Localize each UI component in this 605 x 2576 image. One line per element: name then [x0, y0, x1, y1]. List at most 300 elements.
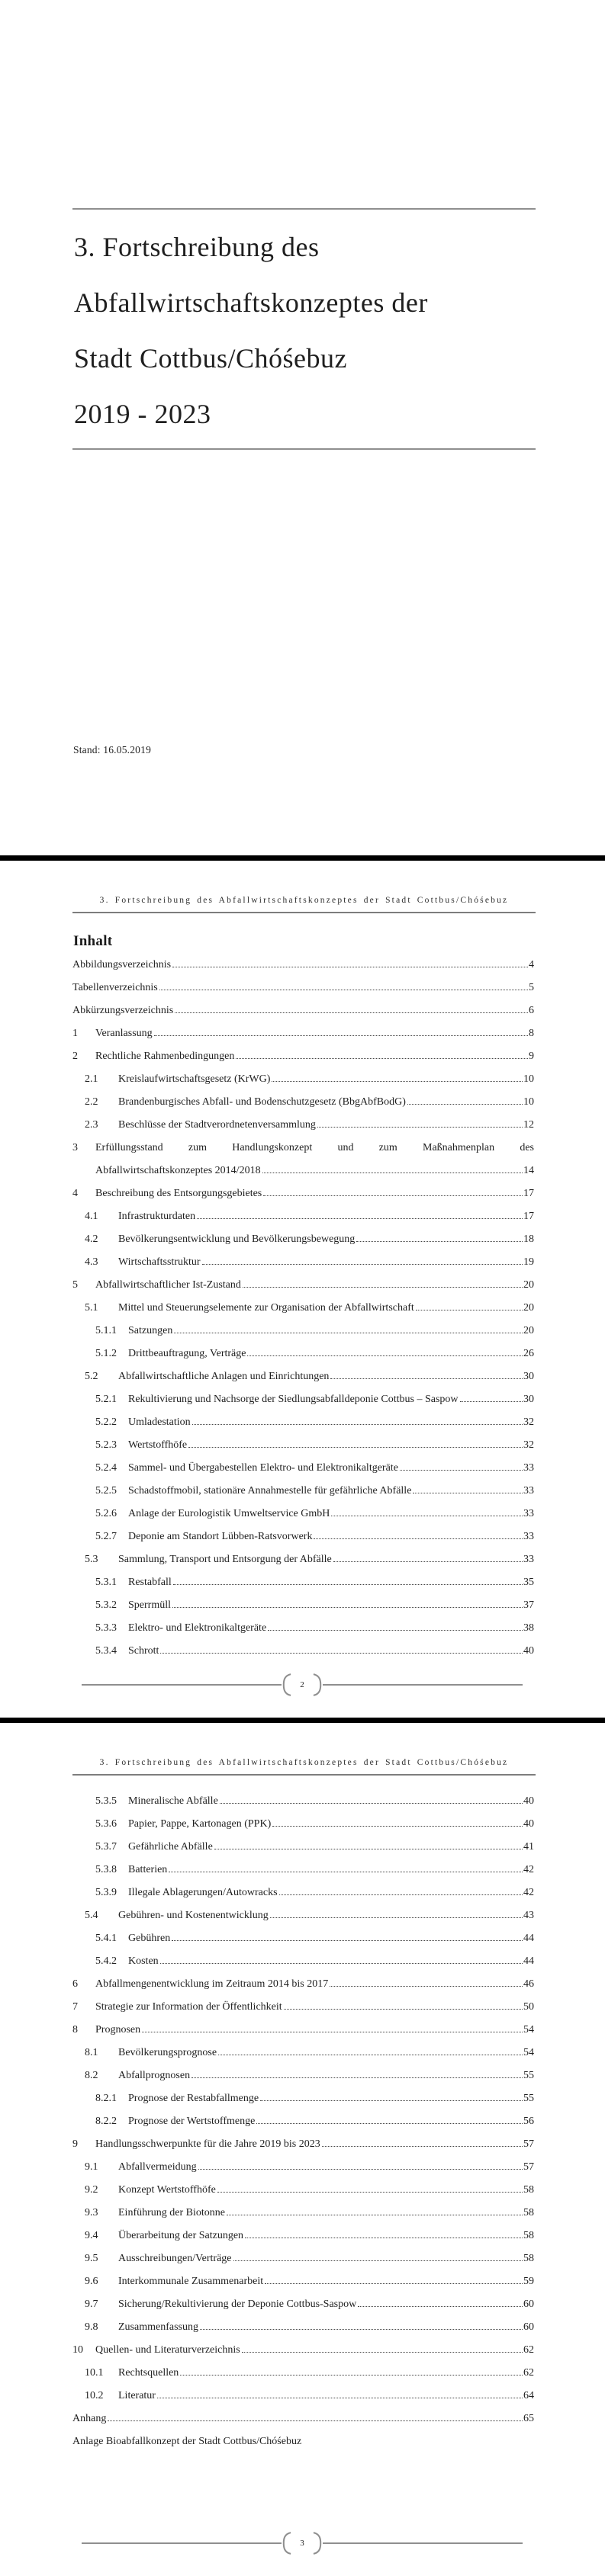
toc-leader-dots: [400, 1470, 523, 1471]
toc-entry-label: Gefährliche Abfälle: [128, 1841, 213, 1853]
toc-page-number: 26: [523, 1348, 534, 1359]
toc-entry-number: 5.2.4: [95, 1462, 117, 1474]
toc-entry[interactable]: [72, 1294, 534, 1317]
toc-entry-number: 2.1: [85, 1073, 98, 1085]
toc-page-number: 38: [523, 1622, 534, 1634]
toc-page-number: 40: [523, 1795, 534, 1807]
page-footer: [82, 2532, 523, 2555]
toc-entry-number: 4.1: [85, 1211, 98, 1222]
page-footer: [82, 1673, 523, 1696]
toc-entry[interactable]: [72, 2268, 534, 2291]
toc-page-number: 64: [523, 2390, 534, 2401]
toc-entry-number: 7: [72, 2001, 78, 2013]
toc-entry-number: 9.4: [85, 2230, 98, 2241]
toc-entry-label: Abfallvermeidung: [118, 2161, 197, 2173]
toc-entry-label: Bevölkerungsentwicklung und Bevölkerungsbewegung: [118, 1233, 356, 1245]
toc-page-number: 20: [523, 1325, 534, 1336]
running-header: 3. Fortschreibung des Abfallwirtschaftskonzeptes der Stadt Cottbus/Chóśebuz: [99, 1758, 509, 1767]
toc-leader-dots: [172, 1607, 523, 1608]
toc-entry[interactable]: [72, 2199, 534, 2222]
toc-entry-label: Rechtsquellen: [118, 2367, 179, 2379]
toc-page-number: 62: [523, 2367, 534, 2379]
title-rule-top: [72, 208, 536, 210]
toc-entry-label: Prognose der Restabfallmenge: [128, 2093, 259, 2104]
toc-page-number: 56: [523, 2116, 534, 2127]
toc-entry-number: 8: [72, 2024, 78, 2035]
toc-page-number: 10: [523, 1096, 534, 1108]
toc-entry[interactable]: [72, 1134, 534, 1157]
toc-page-number: 40: [523, 1645, 534, 1657]
toc-entry-label: Deponie am Standort Lübben-Ratsvorwerk: [128, 1531, 313, 1542]
toc-entry-label: Mittel und Steuerungselemente zur Organisation der Abfallwirtschaft: [118, 1302, 414, 1314]
toc-entry-number: 5.3.4: [95, 1645, 117, 1657]
toc-entry[interactable]: [72, 2016, 534, 2039]
toc-leader-dots: [180, 2375, 523, 2376]
toc-entry-number: 5.1.2: [95, 1348, 117, 1359]
toc-entry-number: 5.3.1: [95, 1577, 117, 1588]
toc-entry-number: 5.3.7: [95, 1841, 117, 1853]
toc-leader-dots: [272, 1826, 523, 1827]
document-title: [74, 220, 532, 442]
toc-entry[interactable]: [72, 2108, 534, 2131]
toc-leader-dots: [247, 1355, 523, 1356]
toc-page-number: 35: [523, 1577, 534, 1588]
toc-page-number: 59: [523, 2276, 534, 2287]
toc-entry[interactable]: [72, 1546, 534, 1569]
toc-leader-dots: [256, 2123, 523, 2124]
toc-entry[interactable]: [72, 2405, 534, 2428]
toc-entry[interactable]: [72, 1948, 534, 1971]
toc-entry-number: 5.3: [85, 1554, 98, 1565]
toc-entry[interactable]: [72, 1317, 534, 1340]
toc-entry[interactable]: [72, 2337, 534, 2359]
toc-entry-number: 5.3.9: [95, 1887, 117, 1898]
footer-line-right: [323, 1684, 523, 1686]
toc-leader-dots: [154, 1035, 528, 1036]
toc-entry-label: Satzungen: [128, 1325, 173, 1336]
toc-page-number: 58: [523, 2253, 534, 2264]
toc-entry-number: 5.4.2: [95, 1955, 117, 1967]
toc-leader-dots: [175, 1012, 528, 1013]
toc-page-number: 18: [523, 1233, 534, 1245]
toc-page-number: 19: [523, 1256, 534, 1268]
running-header: 3. Fortschreibung des Abfallwirtschaftskonzeptes der Stadt Cottbus/Chóśebuz: [99, 896, 509, 905]
toc-page-number: 33: [523, 1485, 534, 1497]
toc-entry[interactable]: [72, 1249, 534, 1272]
page-number: 3: [300, 2539, 304, 2548]
footer-line-right: [323, 2542, 523, 2544]
toc-entry[interactable]: [72, 1386, 534, 1409]
toc-entry-number: 5.2.3: [95, 1439, 117, 1451]
toc-entry[interactable]: [72, 2085, 534, 2108]
toc-leader-dots: [263, 1195, 523, 1196]
toc-leader-dots: [330, 1986, 523, 1987]
toc-page-number: 33: [523, 1462, 534, 1474]
toc-leader-dots: [200, 2329, 523, 2330]
toc-entry-label: Beschreibung des Entsorgungsgebietes: [95, 1188, 262, 1199]
toc-leader-dots: [317, 1127, 523, 1128]
toc-page-number: 40: [523, 1818, 534, 1830]
toc-entry-label: Anhang: [72, 2413, 107, 2424]
toc-leader-dots: [191, 2077, 523, 2078]
toc-entry[interactable]: [72, 2428, 534, 2451]
footer-bracket-right-icon: [313, 1673, 323, 1696]
toc-entry-number: 8.2: [85, 2070, 98, 2081]
toc-entry-number: 5.3.8: [95, 1864, 117, 1875]
title-line-4: 2019 - 2023: [74, 399, 211, 429]
toc-entry[interactable]: [72, 2382, 534, 2405]
toc-entry[interactable]: [72, 2039, 534, 2062]
toc-entry[interactable]: [72, 2062, 534, 2085]
toc-page-number: 54: [523, 2047, 534, 2058]
toc-entry[interactable]: [72, 1523, 534, 1546]
toc-entry[interactable]: [72, 2177, 534, 2199]
header-rule: [72, 1774, 536, 1776]
toc-entry-label: Infrastrukturdaten: [118, 1211, 196, 1222]
toc-entry[interactable]: [72, 1409, 534, 1432]
toc-leader-dots: [220, 1803, 523, 1804]
toc-entry-label: Batterien: [128, 1864, 168, 1875]
toc-entry-label: Abfallprognosen: [118, 2070, 191, 2081]
toc-leader-dots: [217, 2192, 523, 2193]
toc-entry[interactable]: [72, 1340, 534, 1363]
toc-page-number: 62: [523, 2344, 534, 2356]
toc-entry[interactable]: [72, 1089, 534, 1112]
toc-leader-dots: [330, 1378, 523, 1379]
toc-entry-label: Kreislaufwirtschaftsgesetz (KrWG): [118, 1073, 271, 1085]
toc-entry-number: 5.3.3: [95, 1622, 117, 1634]
toc-leader-dots: [198, 2169, 523, 2170]
toc-entry-number: 1: [72, 1028, 78, 1039]
toc-entry-number: 5.2.2: [95, 1416, 117, 1428]
toc-entry-label: Anlage Bioabfallkonzept der Stadt Cottbus/Chóśebuz: [72, 2436, 302, 2447]
toc-entry-label: Drittbeauftragung, Verträge: [128, 1348, 246, 1359]
toc-leader-dots: [192, 1424, 523, 1425]
toc-entry[interactable]: [72, 2245, 534, 2268]
toc-page-number: 37: [523, 1599, 534, 1611]
toc-entry-number: 9.2: [85, 2184, 98, 2196]
toc-entry[interactable]: [72, 974, 534, 997]
toc-entry-label: Elektro- und Elektronikaltgeräte: [128, 1622, 267, 1634]
toc-leader-dots: [242, 2352, 523, 2353]
toc-entry[interactable]: [72, 1811, 534, 1833]
toc-entry-label: Sicherung/Rekultivierung der Deponie Cottbus-Saspow: [118, 2299, 357, 2310]
toc-leader-dots: [333, 1561, 523, 1562]
toc-leader-dots: [270, 1917, 523, 1918]
footer-line-left: [82, 2542, 282, 2544]
toc-entry-label: Schadstoffmobil, stationäre Annahmestelle für gefährliche Abfälle: [128, 1485, 412, 1497]
toc-entry-label: Abfallmengenentwicklung im Zeitraum 2014 bis 2017: [95, 1978, 329, 1990]
toc-entry-number: 5.4.1: [95, 1933, 117, 1944]
title-line-1: 3. Fortschreibung des: [74, 232, 320, 262]
toc-leader-dots: [108, 2420, 523, 2421]
toc-entry[interactable]: [72, 1925, 534, 1948]
toc-entry-label: Interkommunale Zusammenarbeit: [118, 2276, 264, 2287]
toc-leader-dots: [188, 1447, 523, 1448]
toc-entry-number: 5.2.1: [95, 1394, 117, 1405]
toc-entry-continuation[interactable]: [72, 1157, 534, 1180]
toc-entry[interactable]: [72, 2222, 534, 2245]
toc-entry-label: Papier, Pappe, Kartonagen (PPK): [128, 1818, 272, 1830]
toc-leader-dots: [358, 2306, 523, 2307]
toc-entry-number: 5.4: [85, 1910, 98, 1921]
toc-entry[interactable]: [72, 1615, 534, 1638]
toc-entry-label: Rechtliche Rahmenbedingungen: [95, 1051, 235, 1062]
toc-page-number: 33: [523, 1554, 534, 1565]
toc-entry-label: Strategie zur Information der Öffentlichkeit: [95, 2001, 282, 2013]
toc-entry-label: Brandenburgisches Abfall- und Bodenschutzgesetz (BbgAbfBodG): [118, 1096, 406, 1108]
toc-entry[interactable]: [72, 1477, 534, 1500]
toc-page-number: 5: [529, 982, 534, 993]
title-rule-bottom: [72, 448, 536, 450]
header-rule: [72, 912, 536, 913]
toc-leader-dots: [202, 1264, 523, 1265]
toc-leader-dots: [233, 2260, 523, 2261]
toc-entry[interactable]: [72, 1592, 534, 1615]
toc-entry[interactable]: [72, 2314, 534, 2337]
toc-entry-number: 5.2.6: [95, 1508, 117, 1519]
toc-entry-number: 8.2.2: [95, 2116, 117, 2127]
toc-leader-dots: [322, 2146, 523, 2147]
toc-page-number: 14: [523, 1165, 534, 1176]
toc-page-number: 58: [523, 2184, 534, 2196]
toc-leader-dots: [284, 2009, 523, 2010]
toc-entry[interactable]: [72, 1788, 534, 1811]
toc-entry-label: Abfallwirtschaftlicher Ist-Zustand: [95, 1279, 241, 1291]
toc-entry-label: Ausschreibungen/Verträge: [118, 2253, 232, 2264]
toc-entry-label: Illegale Ablagerungen/Autowracks: [128, 1887, 278, 1898]
toc-entry-number: 9: [72, 2138, 78, 2150]
toc-entry-label: Anlage der Eurologistik Umweltservice GmbH: [128, 1508, 330, 1519]
toc-leader-dots: [268, 1630, 523, 1631]
toc-page-number: 60: [523, 2321, 534, 2333]
toc-entry-number: 5.3.6: [95, 1818, 117, 1830]
title-page: [0, 0, 605, 855]
footer-bracket-left-icon: [282, 1673, 291, 1696]
toc-entry-label: Veranlassung: [95, 1028, 153, 1039]
toc-entry[interactable]: [72, 1363, 534, 1386]
toc-entry-number: 5.3.5: [95, 1795, 117, 1807]
version-date: Stand: 16.05.2019: [73, 744, 152, 755]
toc-entry-label: Abkürzungsverzeichnis: [72, 1005, 174, 1016]
toc-entry-number: 5.1.1: [95, 1325, 117, 1336]
toc-entry[interactable]: [72, 2359, 534, 2382]
title-line-2: Abfallwirtschaftskonzeptes der: [74, 287, 428, 318]
toc-page-number: 30: [523, 1371, 534, 1382]
toc-leader-dots: [260, 2100, 523, 2101]
toc-entry-label: Umladestation: [128, 1416, 191, 1428]
toc-entry-label: Wertstoffhöfe: [128, 1439, 188, 1451]
toc-entry-number: 4: [72, 1188, 78, 1199]
toc-entry-label: Wirtschaftsstruktur: [118, 1256, 201, 1268]
toc-entry-label: Abfallwirtschaftliche Anlagen und Einrichtungen: [118, 1371, 330, 1382]
toc-page-number: 55: [523, 2093, 534, 2104]
toc-entry-label: Gebühren: [128, 1933, 171, 1944]
toc-entry[interactable]: [72, 1971, 534, 1994]
toc-page-number: 54: [523, 2024, 534, 2035]
toc-entry-number: 2: [72, 1051, 78, 1062]
toc-page-number: 10: [523, 1073, 534, 1085]
toc-page-number: 42: [523, 1887, 534, 1898]
toc-entry-label: Quellen- und Literaturverzeichnis: [95, 2344, 240, 2356]
toc-leader-dots: [279, 1894, 523, 1895]
toc-entry-number: 10.1: [85, 2367, 104, 2379]
toc-entry[interactable]: [72, 1203, 534, 1226]
toc-entry-number: 9.1: [85, 2161, 98, 2173]
toc-page-number: 32: [523, 1439, 534, 1451]
toc-page-number: 33: [523, 1508, 534, 1519]
toc-leader-dots: [172, 1940, 523, 1941]
toc-entry[interactable]: [72, 1833, 534, 1856]
toc-page-number: 57: [523, 2161, 534, 2173]
toc-page-number: 30: [523, 1394, 534, 1405]
toc-page-number: 6: [529, 1005, 534, 1016]
toc-list: [72, 1788, 534, 2451]
toc-page-number: 60: [523, 2299, 534, 2310]
toc-entry-label: Überarbeitung der Satzungen: [118, 2230, 244, 2241]
toc-page-number: 55: [523, 2070, 534, 2081]
toc-entry[interactable]: [72, 1043, 534, 1066]
toc-page-number: 20: [523, 1302, 534, 1314]
title-line-3: Stadt Cottbus/Chóśebuz: [74, 343, 348, 374]
toc-entry-number: 10.2: [85, 2390, 104, 2401]
toc-leader-dots: [197, 1218, 523, 1219]
toc-entry[interactable]: [72, 1994, 534, 2016]
toc-entry[interactable]: [72, 2291, 534, 2314]
toc-page-number: 9: [529, 1051, 534, 1062]
toc-entry-label: Sammlung, Transport und Entsorgung der Abfälle: [118, 1554, 332, 1565]
toc-entry-label: Abbildungsverzeichnis: [72, 959, 172, 970]
footer-line-left: [82, 1684, 282, 1686]
toc-entry-label: Tabellenverzeichnis: [72, 982, 158, 993]
toc-entry-number: 4.3: [85, 1256, 98, 1268]
toc-entry-label: Erfüllungsstand zum Handlungskonzept und zum Maßnahmenplan des: [95, 1142, 534, 1153]
toc-entry-number: 2.2: [85, 1096, 98, 1108]
toc-leader-dots: [460, 1401, 523, 1402]
page-separator: [0, 1718, 605, 1723]
toc-entry-number: 3: [72, 1142, 78, 1153]
toc-entry-number: 9.5: [85, 2253, 98, 2264]
toc-page-number: 32: [523, 1416, 534, 1428]
toc-entry-number: 5.2.5: [95, 1485, 117, 1497]
toc-entry-number: 2.3: [85, 1119, 98, 1131]
toc-entry-number: 9.3: [85, 2207, 98, 2218]
toc-entry[interactable]: [72, 1569, 534, 1592]
toc-entry[interactable]: [72, 1638, 534, 1660]
toc-entry[interactable]: [72, 1112, 534, 1134]
toc-page-number: 12: [523, 1119, 534, 1131]
footer-bracket-left-icon: [282, 2532, 291, 2555]
toc-entry-label: Sammel- und Übergabestellen Elektro- und Elektronikaltgeräte: [128, 1462, 398, 1474]
toc-page-number: 42: [523, 1864, 534, 1875]
toc-entry-number: 5.2: [85, 1371, 98, 1382]
toc-entry-label: Einführung der Biotonne: [118, 2207, 225, 2218]
toc-entry-number: 5.1: [85, 1302, 98, 1314]
toc-page-number: 20: [523, 1279, 534, 1291]
toc-leader-dots: [407, 1104, 523, 1105]
toc-entry[interactable]: [72, 1066, 534, 1089]
toc-page-number: 58: [523, 2230, 534, 2241]
toc-entry-label: Konzept Wertstoffhöfe: [118, 2184, 216, 2196]
toc-page-number: 44: [523, 1955, 534, 1967]
page-separator: [0, 855, 605, 861]
toc-page-number: 8: [529, 1028, 534, 1039]
toc-leader-dots: [265, 2283, 523, 2284]
page-number: 2: [300, 1680, 304, 1689]
toc-entry[interactable]: [72, 2131, 534, 2154]
toc-entry-number: 9.8: [85, 2321, 98, 2333]
toc-entry-label: Handlungsschwerpunkte für die Jahre 2019 bis 2023: [95, 2138, 320, 2150]
toc-entry[interactable]: [72, 1455, 534, 1477]
toc-leader-dots: [314, 1538, 523, 1539]
toc-entry-number: 10: [72, 2344, 83, 2356]
toc-entry-number: 9.7: [85, 2299, 98, 2310]
toc-entry-number: 6: [72, 1978, 78, 1990]
toc-page-2: [0, 1723, 605, 2576]
toc-leader-dots: [272, 1081, 523, 1082]
toc-page-1: [0, 861, 605, 1718]
toc-entry-label: Kosten: [128, 1955, 159, 1967]
toc-entry[interactable]: [72, 1020, 534, 1043]
toc-page-number: 58: [523, 2207, 534, 2218]
toc-list: [72, 951, 534, 1660]
toc-page-number: 50: [523, 2001, 534, 2013]
toc-entry-number: 5.3.2: [95, 1599, 117, 1611]
toc-page-number: 33: [523, 1531, 534, 1542]
toc-entry-label: Rekultivierung und Nachsorge der Siedlungsabfalldeponie Cottbus – Saspow: [128, 1394, 459, 1405]
toc-entry[interactable]: [72, 1180, 534, 1203]
toc-entry[interactable]: [72, 951, 534, 974]
toc-entry[interactable]: [72, 1226, 534, 1249]
toc-page-number: 57: [523, 2138, 534, 2150]
toc-entry-number: 5: [72, 1279, 78, 1291]
toc-page-number: 4: [529, 959, 534, 970]
toc-page-number: 41: [523, 1841, 534, 1853]
toc-entry[interactable]: [72, 1856, 534, 1879]
toc-entry[interactable]: [72, 1432, 534, 1455]
toc-entry[interactable]: [72, 1272, 534, 1294]
toc-page-number: 43: [523, 1910, 534, 1921]
toc-leader-dots: [243, 1287, 523, 1288]
toc-entry[interactable]: [72, 1500, 534, 1523]
toc-entry[interactable]: [72, 2154, 534, 2177]
toc-entry-label: Literatur: [118, 2390, 156, 2401]
toc-entry-label: Mineralische Abfälle: [128, 1795, 218, 1807]
footer-bracket-right-icon: [313, 2532, 323, 2555]
toc-page-number: 44: [523, 1933, 534, 1944]
toc-leader-dots: [160, 1653, 523, 1654]
toc-entry-label: Zusammenfassung: [118, 2321, 198, 2333]
toc-page-number: 65: [523, 2413, 534, 2424]
toc-entry[interactable]: [72, 1879, 534, 1902]
toc-heading: Inhalt: [73, 933, 113, 949]
toc-leader-dots: [236, 1058, 528, 1059]
toc-entry-number: 9.6: [85, 2276, 98, 2287]
toc-leader-dots: [173, 1584, 523, 1585]
toc-entry-number: 4.2: [85, 1233, 98, 1245]
toc-leader-dots: [356, 1241, 523, 1242]
toc-entry[interactable]: [72, 1902, 534, 1925]
toc-page-number: 17: [523, 1211, 534, 1222]
toc-entry-number: 8.1: [85, 2047, 98, 2058]
toc-entry-label: Beschlüsse der Stadtverordnetenversammlung: [118, 1119, 316, 1131]
toc-entry-number: 5.2.7: [95, 1531, 117, 1542]
toc-entry[interactable]: [72, 997, 534, 1020]
toc-entry-label: Prognose der Wertstoffmenge: [128, 2116, 256, 2127]
toc-page-number: 46: [523, 1978, 534, 1990]
toc-entry-label: Abfallwirtschaftskonzeptes 2014/2018: [95, 1165, 261, 1176]
toc-page-number: 17: [523, 1188, 534, 1199]
